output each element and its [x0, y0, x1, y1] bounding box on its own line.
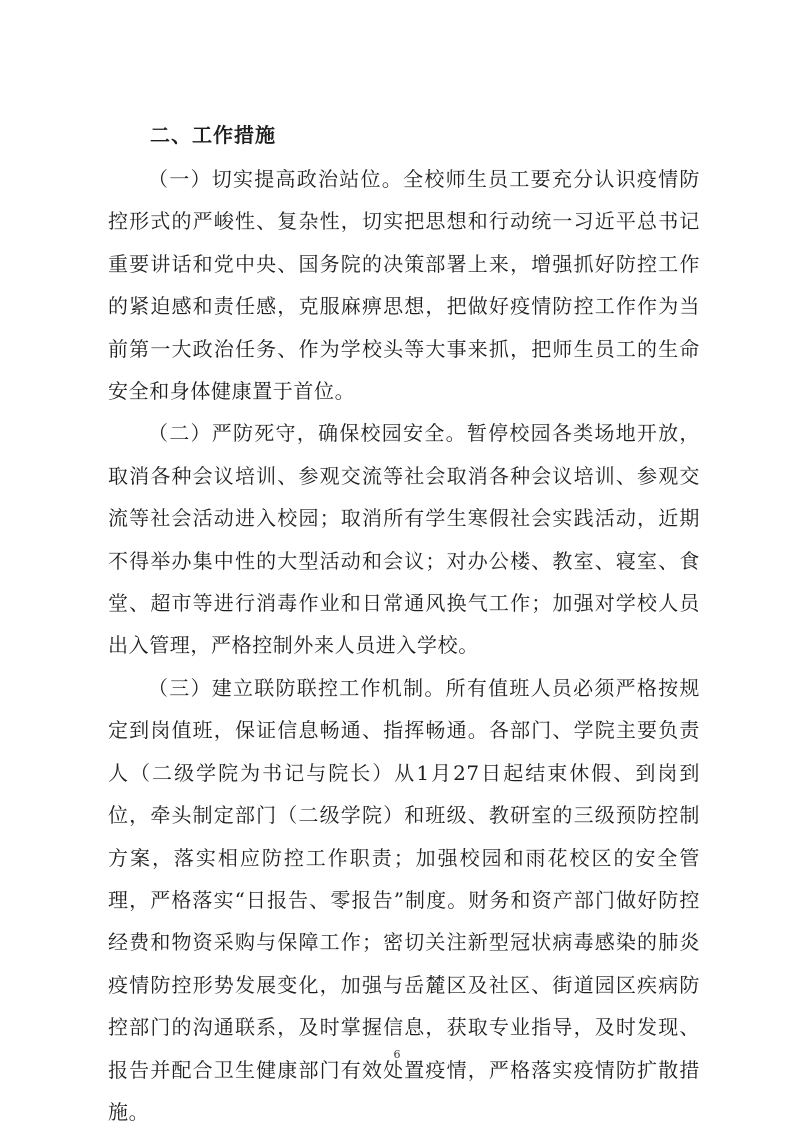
paragraph-joint-control-mechanism: （三）建立联防联控工作机制。所有值班人员必须严格按规定到岗值班，保证信息畅通、指挥畅通。各部门、学院主要负责人（二级学院为书记与院长）从1月27日起结束休假、到岗到位，牵头制定部门（二级学院）和班级、教研室的三级预防控制方案，落实相应防控工作职责；加强校园和雨花校区的安全管理，严格落实“日报告、零报告”制度。财务和资产部门做好防控经费和物资采购与保障工作；密切关注新型冠状病毒感染的肺炎疫情防控形势发展变化，加强与岳麓区及社区、街道园区疾病防控部门的沟通联系，及时掌握信息，获取专业指导，及时发现、报告并配合卫生健康部门有效处置疫情，严格落实疫情防扩散措施。: [108, 675, 700, 1124]
paragraph-campus-safety: （二）严防死守，确保校园安全。暂停校园各类场地开放，取消各种会议培训、参观交流等社会取消各种会议培训、参观交流等社会活动进入校园；取消所有学生寒假社会实践活动，近期不得举办集中性的大型活动和会议；对办公楼、教室、寝室、食堂、超市等进行消毒作业和日常通风换气工作；加强对学校人员出入管理，严格控制外来人员进入学校。: [108, 421, 700, 658]
body-text: [108, 158, 700, 1133]
paragraph-political-position: （一）切实提高政治站位。全校师生员工要充分认识疫情防控形式的严峻性、复杂性，切实把思想和行动统一习近平总书记重要讲话和党中央、国务院的决策部署上来，增强抓好防控工作的紧迫感和责任感，克服麻痹思想，把做好疫情防控工作作为当前第一大政治任务、作为学校头等大事来抓，把师生员工的生命安全和身体健康置于首位。: [108, 167, 700, 404]
page-number: 6: [393, 1048, 401, 1061]
section-heading: 二、工作措施: [150, 123, 276, 147]
